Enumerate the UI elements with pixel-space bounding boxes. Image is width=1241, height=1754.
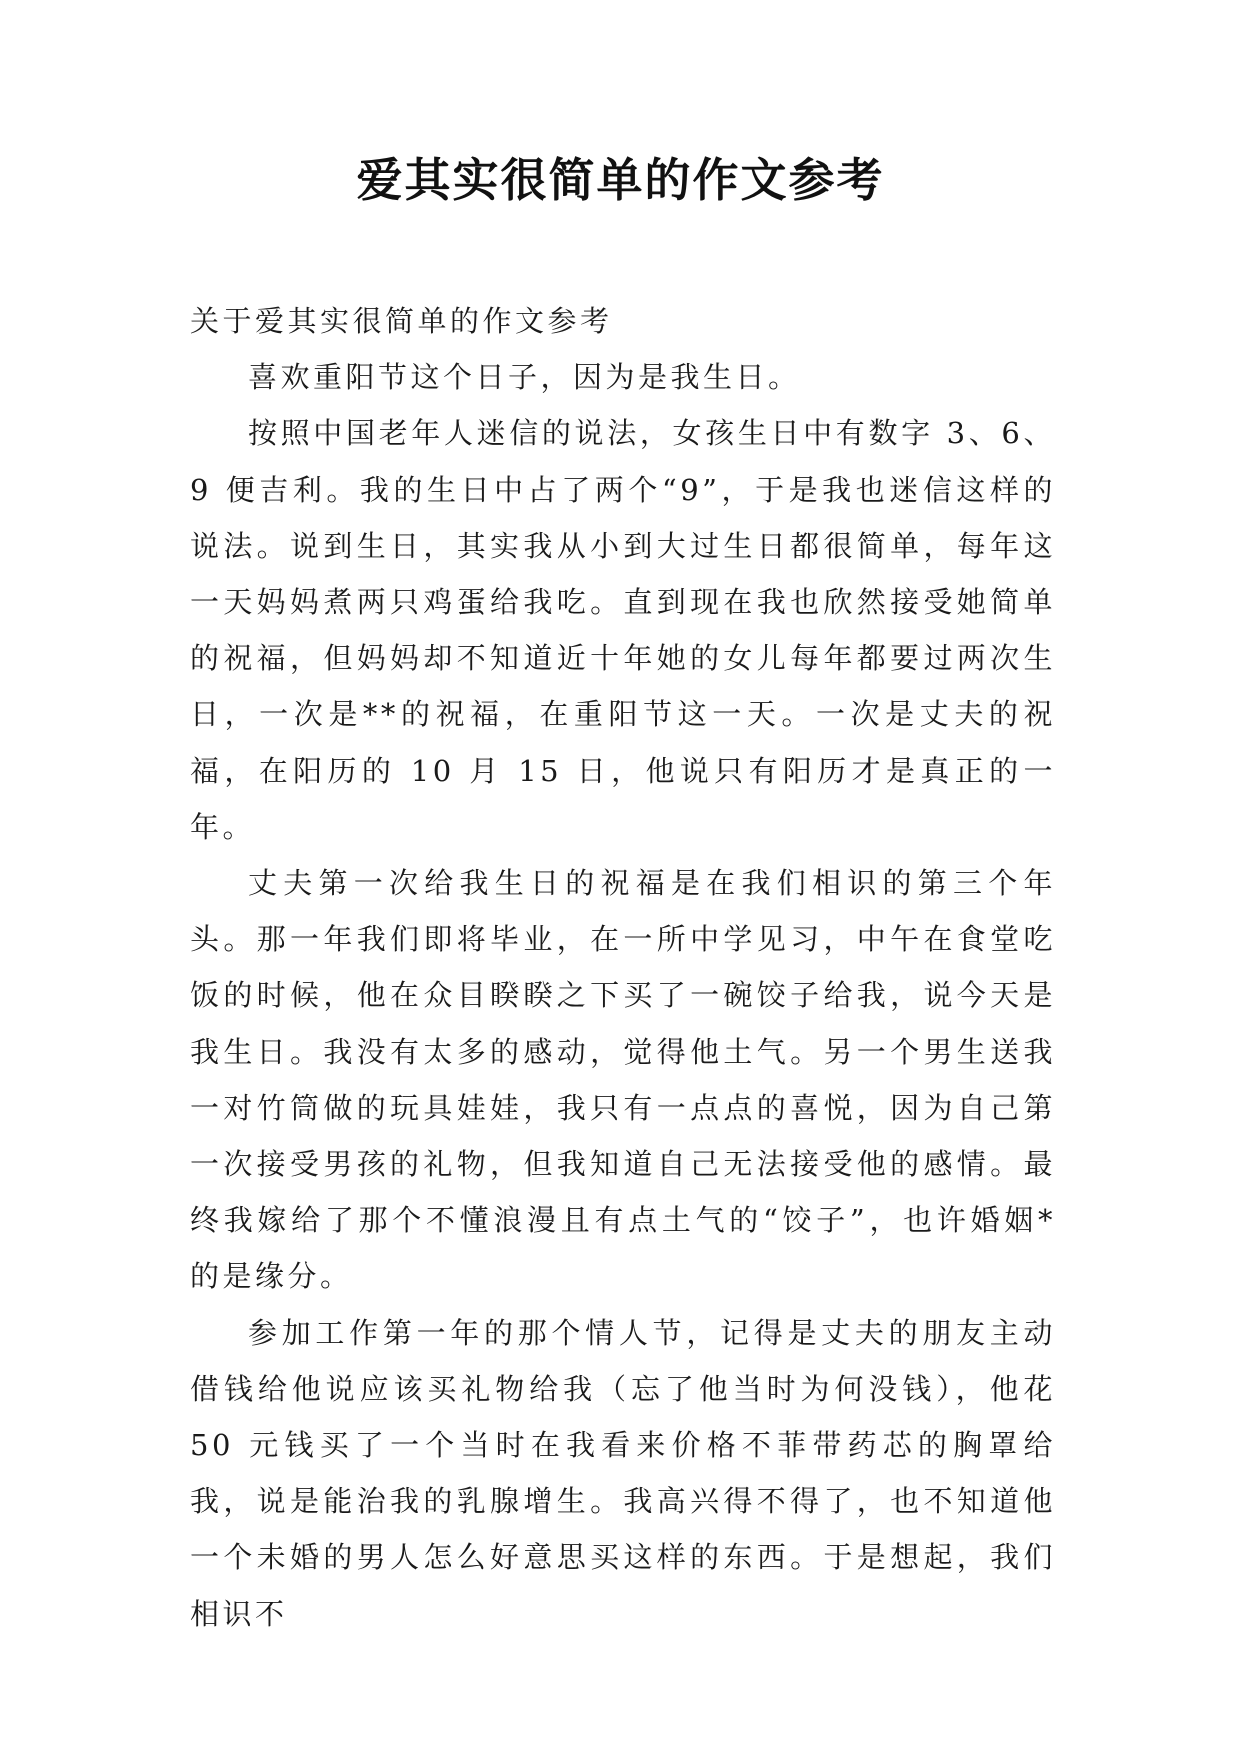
paragraph: 丈夫第一次给我生日的祝福是在我们相识的第三个年头。那一年我们即将毕业，在一所中学见习，中午在食堂吃饭的时候，他在众目睽睽之下买了一碗饺子给我，说今天是我生日。我没有太多的感动，觉得他土气。另一个男生送我一对竹筒做的玩具娃娃，我只有一点点的喜悦，因为自己第一次接受男孩的礼物，但我知道自己无法接受他的感情。最终我嫁给了那个不懂浪漫且有点土气的“饺子”，也许婚姻*的是缘分。 xyxy=(190,866,1056,1294)
document-subtitle: 关于爱其实很简单的作文参考 xyxy=(190,304,613,338)
document-title: 爱其实很简单的作文参考 xyxy=(356,153,885,207)
paragraph: 按照中国老年人迷信的说法，女孩生日中有数字 3、6、9 便吉利。我的生日中占了两个“9”，于是我也迷信这样的说法。说到生日，其实我从小到大过生日都很简单，每年这一天妈妈煮两只鸡蛋给我吃。直到现在我也欣然接受她简单的祝福，但妈妈却不知道近十年她的女儿每年都要过两次生日，一次是**的祝福，在重阳节这一天。一次是丈夫的祝福，在阳历的 10 月 15 日，他说只有阳历才是真正的一年。 xyxy=(190,416,1056,844)
document-body xyxy=(190,293,1056,1642)
paragraph: 喜欢重阳节这个日子，因为是我生日。 xyxy=(248,360,801,395)
paragraph: 参加工作第一年的那个情人节，记得是丈夫的朋友主动借钱给他说应该买礼物给我（忘了他当时为何没钱），他花 50 元钱买了一个当时在我看来价格不菲带药芯的胸罩给我，说是能治我的乳腺增生。我高兴得不得了，也不知道他一个未婚的男人怎么好意思买这样的东西。于是想起，我们相识不 xyxy=(190,1315,1056,1631)
